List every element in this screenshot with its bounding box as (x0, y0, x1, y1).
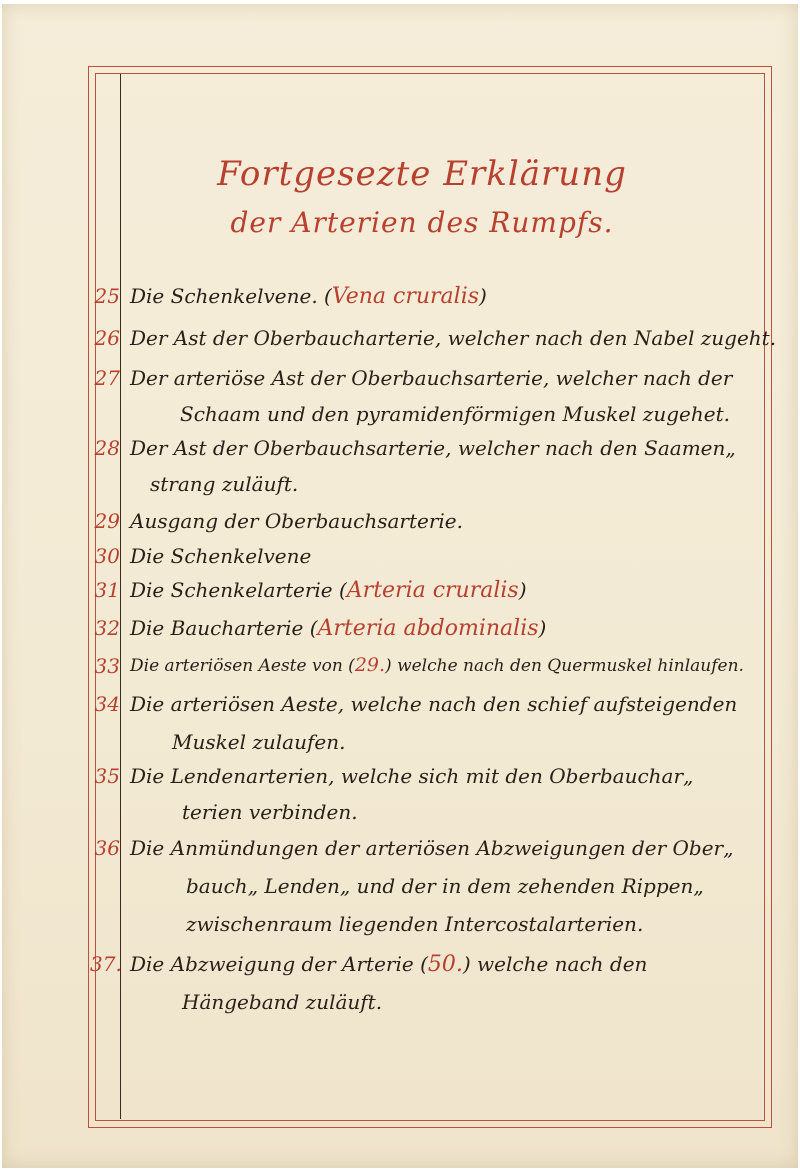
entry-text-continued: strang zuläuft. (150, 472, 299, 496)
entry-text: Der Ast der Oberbauchsarterie, welcher nach den Saamen„ (130, 436, 736, 460)
entry-text-continued: Muskel zulaufen. (172, 730, 346, 754)
figure-reference: 50. (427, 952, 463, 977)
entry-text: Die Baucharterie (Arteria abdominalis) (130, 616, 547, 641)
entry-text: Die Schenkelvene. (Vena cruralis) (130, 284, 487, 309)
page-title: Fortgesezte Erklärung (217, 154, 627, 194)
entry-text: Der arteriöse Ast der Oberbauchsarterie, welcher nach der (130, 366, 733, 390)
entry-number: 34 (94, 692, 120, 716)
entry-number: 32 (94, 616, 120, 640)
entry-text: Die Schenkelarterie (Arteria cruralis) (130, 578, 527, 603)
entry-text: Der Ast der Oberbaucharterie, welcher nach den Nabel zugeht. (130, 326, 777, 350)
entry-number: 35 (94, 764, 120, 788)
entry-text-continued: terien verbinden. (182, 800, 358, 824)
entry-text: Die Lendenarterien, welche sich mit den Oberbauchar„ (130, 764, 694, 788)
entry-number: 37. (90, 952, 122, 976)
entry-text: Die Anmündungen der arteriösen Abzweigungen der Ober„ (130, 836, 734, 860)
entry-text: Die Schenkelvene (130, 544, 312, 568)
entry-text-continued: bauch„ Lenden„ und der in dem zehenden Rippen„ (186, 874, 704, 898)
entry-number: 29 (94, 509, 120, 533)
entry-number: 33 (94, 654, 120, 678)
page-subtitle: der Arterien des Rumpfs. (230, 206, 614, 239)
entry-text: Die Abzweigung der Arterie (50.) welche nach den (130, 952, 648, 977)
entry-number: 30 (94, 544, 120, 568)
paper-sheet (2, 4, 798, 1168)
entry-text: Die arteriösen Aeste, welche nach den schief aufsteigenden (130, 692, 738, 716)
entry-number: 36 (94, 836, 120, 860)
latin-term: Vena cruralis (331, 284, 480, 309)
entry-number: 28 (94, 436, 120, 460)
latin-term: Arteria abdominalis (317, 616, 539, 641)
entry-number: 26 (94, 326, 120, 350)
entry-text-continued: zwischenraum liegenden Intercostalarterien. (186, 912, 644, 936)
entry-number: 27 (94, 366, 120, 390)
entry-text: Ausgang der Oberbauchsarterie. (130, 509, 463, 533)
entry-text-continued: Hängeband zuläuft. (182, 990, 383, 1014)
figure-reference: 29. (354, 654, 386, 676)
latin-term: Arteria cruralis (346, 578, 519, 603)
entry-number: 31 (94, 578, 120, 602)
entry-text-continued: Schaam und den pyramidenförmigen Muskel zugehet. (180, 402, 730, 426)
entry-number: 25 (94, 284, 120, 308)
entry-text: Die arteriösen Aeste von (29.) welche nach den Quermuskel hinlaufen. (130, 654, 744, 676)
